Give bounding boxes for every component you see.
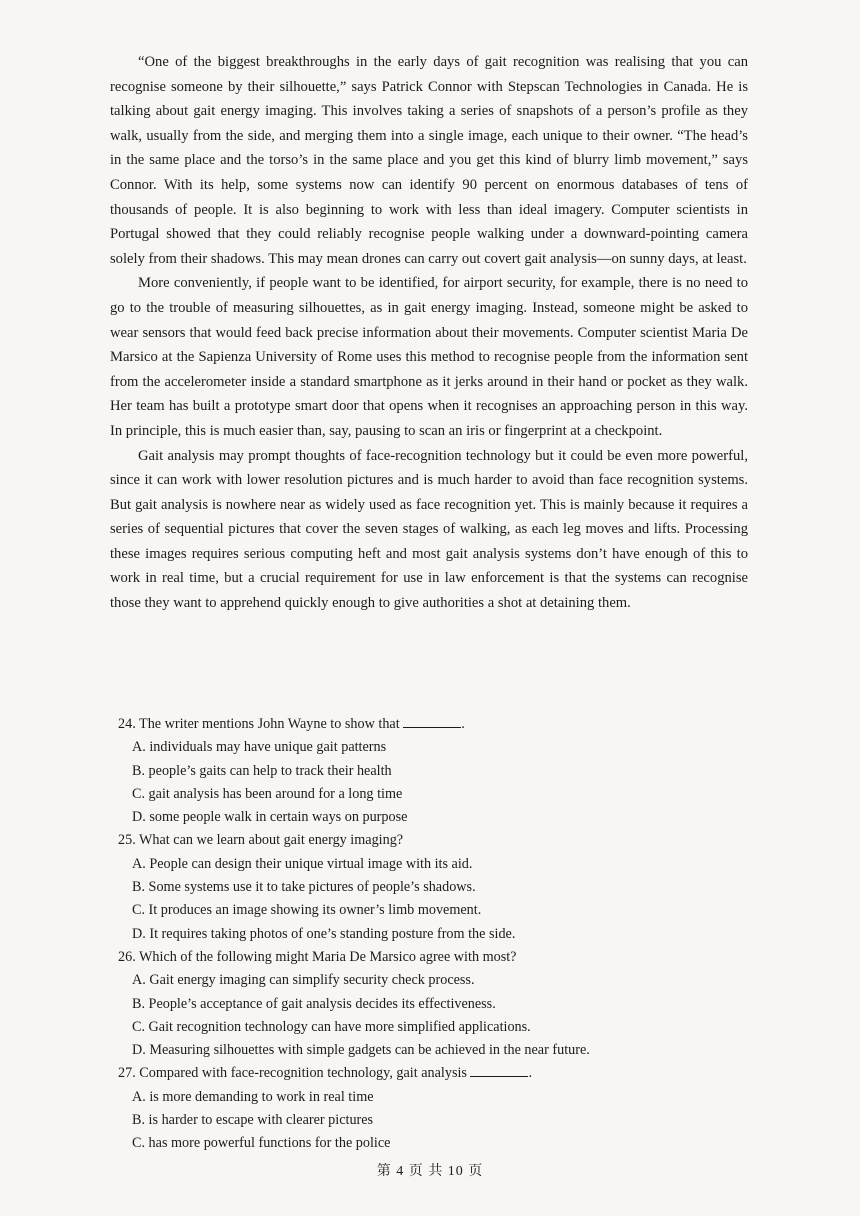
- question-stem: [118, 829, 718, 852]
- option-B: B. People’s acceptance of gait analysis decides its effectiveness.: [132, 995, 496, 1012]
- option-A: A. is more demanding to work in real time: [132, 1088, 374, 1105]
- option-C: C. has more powerful functions for the police: [132, 1135, 391, 1152]
- question-list: [118, 713, 718, 1156]
- option-A: A. People can design their unique virtual image with its aid.: [132, 855, 473, 872]
- question-stem-end: .: [461, 716, 465, 732]
- passage-paragraph-2: More conveniently, if people want to be identified, for airport security, for example, there is no need to go to the trouble of measuring silhouettes, as in gait energy imaging. Instead, someone might be asked to wear sensors that would feed back precise information about their movements. Computer scientist Maria De Marsico at the Sapienza University of Rome uses this method to recognise people from the information sent from the accelerometer inside a standard smartphone as it jerks around in their hand or pocket as they walk. Her team has built a prototype smart door that opens when it recognises an approaching person in this way. In principle, this is much easier than, say, pausing to scan an iris or fingerprint at a checkpoint.: [110, 275, 748, 439]
- question-24: [118, 713, 718, 829]
- passage-paragraph-1: “One of the biggest breakthroughs in the early days of gait recognition was realising that you can recognise someone by their silhouette,” says Patrick Connor with Stepscan Technologies in Canada. He is talking about gait energy imaging. This involves taking a series of snapshots of a person’s profile as they walk, usually from the side, and merging them into a single image, each unique to their owner. “The head’s in the same place and the torso’s in the same place and you get this kind of blurry limb movement,” says Connor. With its help, some systems now can identify 90 percent on enormous databases of tens of thousands of people. It is also beginning to work with less than ideal imagery. Computer scientists in Portugal showed that they could reliably recognise people walking under a downward-pointing camera solely from their shadows. This may mean drones can carry out covert gait analysis—on sunny days, at least.: [110, 54, 748, 267]
- option-B: B. is harder to escape with clearer pictures: [132, 1112, 374, 1129]
- option-B: B. Some systems use it to take pictures of people’s shadows.: [132, 879, 476, 896]
- question-stem-end: .: [528, 1065, 533, 1082]
- option-A: A. individuals may have unique gait patterns: [132, 739, 387, 756]
- option-C: C. It produces an image showing its owner’s limb movement.: [132, 902, 482, 919]
- question-stem: [118, 713, 718, 736]
- question-stem-text: 26. Which of the following might Maria De Marsico agree with most?: [118, 948, 517, 965]
- question-27: [118, 1062, 718, 1155]
- reading-passage: [110, 50, 748, 616]
- page-number: 第 4 页 共 10 页: [376, 1164, 484, 1179]
- question-stem: [118, 1062, 718, 1085]
- option-D: D. Measuring silhouettes with simple gadgets can be achieved in the near future.: [132, 1042, 590, 1059]
- option-D: D. It requires taking photos of one’s standing posture from the side.: [132, 925, 516, 942]
- question-26: [118, 946, 718, 1062]
- answer-blank: [470, 1065, 528, 1077]
- passage-paragraph-3: Gait analysis may prompt thoughts of face-recognition technology but it could be even more powerful, since it can work with lower resolution pictures and is much harder to avoid than face recognition systems. But gait analysis is nowhere near as widely used as face recognition yet. This is mainly because it requires a series of sequential pictures that cover the seven stages of walking, as each leg moves and lifts. Processing these images requires serious computing heft and most gait analysis systems don’t have enough of this to work in real time, but a crucial requirement for use in law enforcement is that the systems can recognise those they want to apprehend quickly enough to give authorities a shot at detaining them.: [110, 447, 748, 612]
- question-stem-text: 24. The writer mentions John Wayne to show that: [118, 716, 400, 732]
- answer-blank: [403, 716, 461, 728]
- option-C: C. Gait recognition technology can have more simplified applications.: [132, 1018, 531, 1035]
- option-D: D. some people walk in certain ways on purpose: [132, 809, 408, 826]
- question-stem-text: 27. Compared with face-recognition technology, gait analysis: [118, 1065, 467, 1082]
- question-25: [118, 829, 718, 945]
- question-stem: [118, 946, 718, 969]
- question-stem-text: 25. What can we learn about gait energy imaging?: [118, 832, 404, 849]
- option-B: B. people’s gaits can help to track their health: [132, 762, 392, 779]
- option-C: C. gait analysis has been around for a long time: [132, 785, 403, 802]
- option-A: A. Gait energy imaging can simplify security check process.: [132, 972, 475, 989]
